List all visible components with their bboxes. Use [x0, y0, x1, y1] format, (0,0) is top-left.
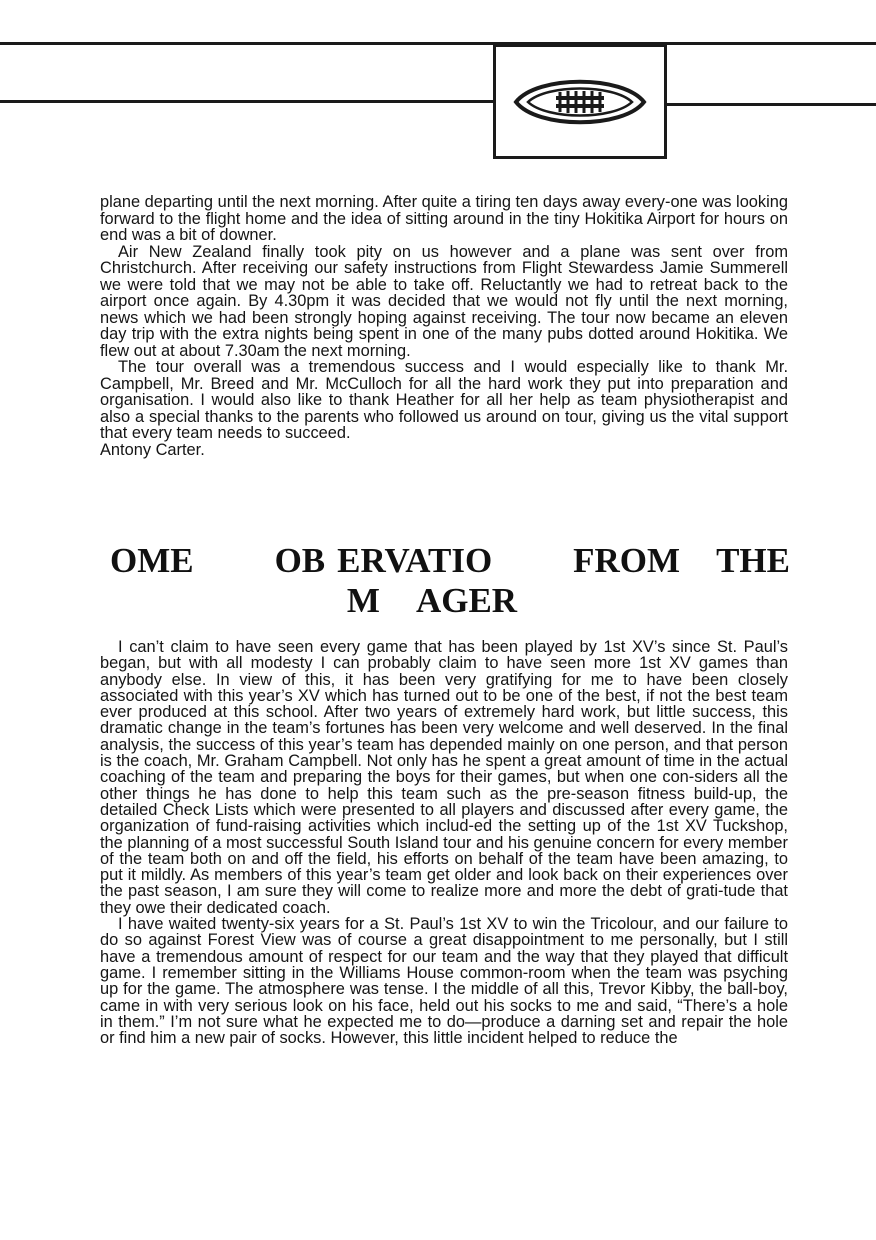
intro-paragraph: plane departing until the next morning. After quite a tiring ten days away every-one was looking forward to the flight home and the idea of sitting around in the tiny Hokitika Airport for hours on end was a bit of downer. [100, 193, 788, 244]
header-rule-bottom-right [666, 103, 876, 106]
signature: Antony Carter. [100, 440, 205, 459]
heading-word: THE [716, 541, 790, 580]
heading-word: FROM [573, 541, 681, 580]
heading-word: ERVATIO [337, 541, 493, 580]
header-rule-top [0, 42, 876, 45]
article-heading [110, 541, 790, 621]
heading-word: OME [110, 541, 194, 580]
emblem-box [493, 44, 667, 159]
body-paragraph: I can’t claim to have seen every game that has been played by 1st XV’s since St. Paul’s began, but with all modesty I can probably claim to have seen more 1st XV games than anybody else. In view of this, it has been very gratifying for me to have been closely associated with this year’s XV which has turned out to be one of the best, if not the best team ever produced at this school. After two years of extremely hard work, but little success, this dramatic change in the team’s fortunes has been very welcome and well deserved. In the final analysis, the success of this year’s team has depended mainly on one person, and that person is the coach, Mr. Graham Campbell. Not only has he spent a great amount of time in the actual coaching of the team and preparing the boys for their games, but when one con-siders all the other things he has done to help this team such as the pre-season fitness build-up, the detailed Check Lists which were presented to all players and discussed after every game, the organization of fund-raising activities which includ-ed the setting up of the 1st XV Tuckshop, the planning of a most successful South Island tour and his genuine concern for every member of the team both on and off the field, his efforts on behalf of the team have been amazing, to put it mildly. As members of this year’s team get older and look back on their experiences over the past season, I am sure they will come to realize more and more the debt of grati-tude that they owe their dedicated coach. [100, 638, 788, 917]
body-text [100, 639, 788, 1046]
heading-word: AGER [415, 581, 518, 620]
intro-paragraph: Air New Zealand finally took pity on us however and a plane was sent over from Christchurch. After receiving our safety instructions from Flight Stewardess Jamie Summerell we were told that we may not be able to take off. Reluctantly we had to retreat back to the airport once again. By 4.30pm it was decided that we would not fly until the next morning, news which we had been strongly hoping against receiving. The tour now became an eleven day trip with the extra nights being spent in one of the many pubs dotted around Hokitika. We flew out at about 7.30am the next morning. [100, 242, 788, 360]
header-rule-bottom-left [0, 100, 494, 103]
intro-paragraph: The tour overall was a tremendous success and I would especially like to thank Mr. Campbell, Mr. Breed and Mr. McCulloch for all the hard work they put into preparation and organisation. I would also like to thank Heather for all her help as team physiotherapist and also a special thanks to the parents who followed us around on tour, giving us the vital support that every team needs to succeed. [100, 358, 788, 442]
body-paragraph: I have waited twenty-six years for a St. Paul’s 1st XV to win the Tricolour, and our failure to do so against Forest View was of course a great disappointment to me personally, but I still have a tremendous amount of respect for our team and the way that they played that difficult game. I remember sitting in the Williams House common-room when the team was psyching up for the game. The atmosphere was tense. I the middle of all this, Trevor Kibby, the ball-boy, came in with very serious look on his face, held out his socks to me and said, “There’s a hole in them.” I’m not sure what he expected me to do—produce a darning set and repair the hole or find him a new pair of socks. However, this little incident helped to reduce the [100, 915, 788, 1048]
rugby-ball-icon [512, 67, 648, 137]
intro-text [100, 194, 788, 458]
heading-word: OB [274, 541, 326, 580]
heading-word: M [346, 581, 380, 620]
